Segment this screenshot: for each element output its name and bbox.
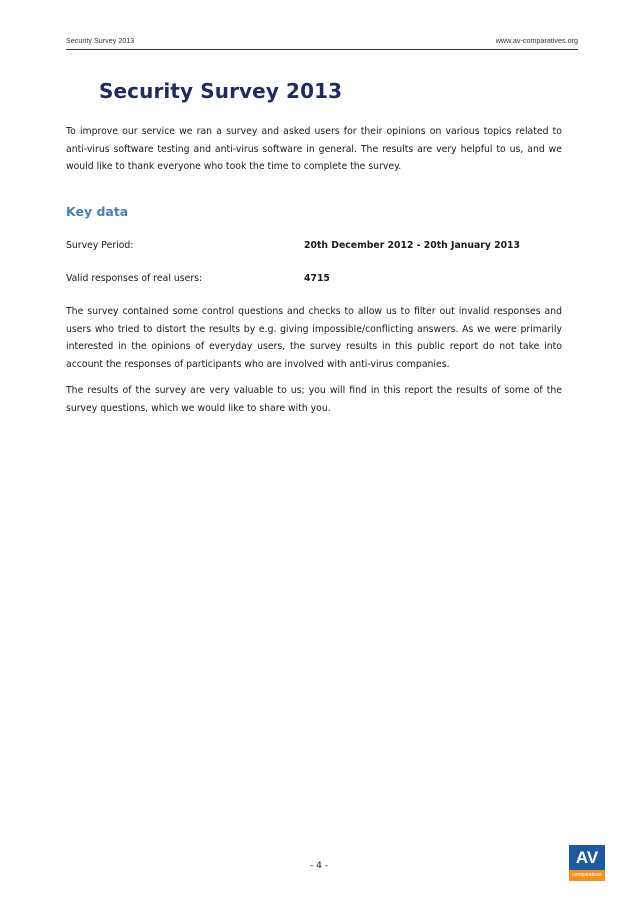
page-header [66,36,578,50]
page-number: - 4 - [310,861,328,871]
logo-sub-text: comparatives [569,870,605,881]
av-comparatives-logo [569,845,605,881]
survey-period-value: 20th December 2012 - 20th January 2013 [304,240,520,251]
header-website-url: www.av-comparatives.org [495,36,578,45]
header-document-title: Security Survey 2013 [66,36,135,45]
valid-responses-value: 4715 [304,273,330,284]
valid-responses-label: Valid responses of real users: [66,273,203,284]
page-title: Security Survey 2013 [99,79,343,103]
logo-main-text: AV [569,845,605,870]
survey-results-paragraph: The results of the survey are very valuable to us; you will find in this report the results of some of the survey questions, which we would like to share with you. [66,385,562,414]
intro-paragraph: To improve our service we ran a survey and asked users for their opinions on various topics related to anti-virus software testing and anti-virus software in general. The results are very helpful to us, and we would like to thank everyone who took the time to complete the survey. [66,126,562,172]
control-questions-paragraph: The survey contained some control questions and checks to allow us to filter out invalid responses and users who tried to distort the results by e.g. giving impossible/conflicting answers. As we were primarily interested in the opinions of everyday users, the survey results in this public report do not take into account the responses of participants who are involved with anti-virus companies. [66,306,562,370]
survey-period-label: Survey Period: [66,240,134,251]
header-divider [66,49,578,50]
key-data-heading: Key data [66,204,129,219]
